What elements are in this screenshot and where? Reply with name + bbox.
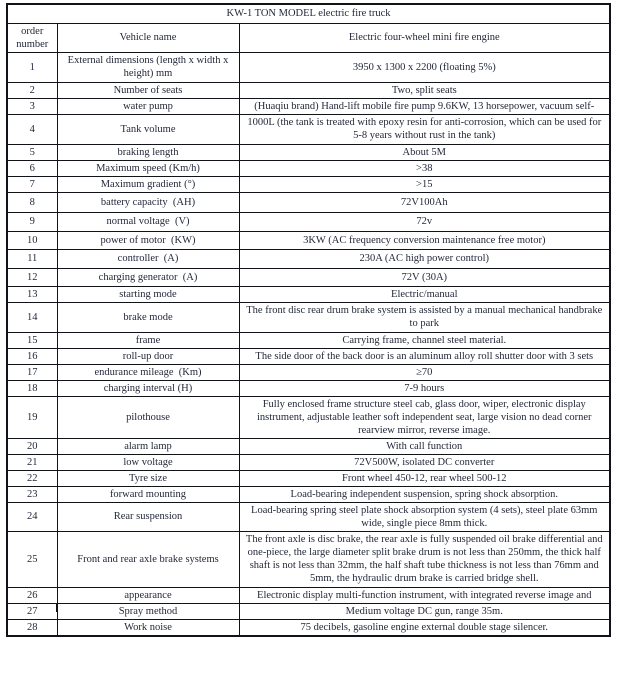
spec-value-cell: Front wheel 450-12, rear wheel 500-12 xyxy=(239,470,610,486)
vehicle-name-cell: forward mounting xyxy=(57,486,239,502)
vehicle-name-cell: low voltage xyxy=(57,454,239,470)
spec-value-cell: 72V (30A) xyxy=(239,268,610,286)
vehicle-name-cell: normal voltage (V) xyxy=(57,212,239,231)
order-number-cell: 14 xyxy=(7,302,57,332)
order-number-cell: 21 xyxy=(7,454,57,470)
vehicle-name-cell: Rear suspension xyxy=(57,502,239,531)
spec-value-cell: 72V100Ah xyxy=(239,192,610,212)
spec-value-cell: 3KW (AC frequency conversion maintenance free motor) xyxy=(239,231,610,249)
spec-value-cell: 7-9 hours xyxy=(239,380,610,396)
spec-value-cell: 230A (AC high power control) xyxy=(239,249,610,268)
order-number-cell: 11 xyxy=(7,249,57,268)
vehicle-name-cell: External dimensions (length x width x height) mm xyxy=(57,52,239,82)
cutoff-row-divider-stub xyxy=(56,603,57,612)
spec-value-cell: About 5M xyxy=(239,144,610,160)
spec-value-cell: Load-bearing independent suspension, spring shock absorption. xyxy=(239,486,610,502)
vehicle-name-cell: Maximum speed (Km/h) xyxy=(57,160,239,176)
vehicle-name-cell: charging interval (H) xyxy=(57,380,239,396)
table-row xyxy=(7,249,610,268)
order-number-cell: 17 xyxy=(7,364,57,380)
vehicle-name-cell: Number of seats xyxy=(57,82,239,98)
order-number-cell: 23 xyxy=(7,486,57,502)
spec-value-cell: Two, split seats xyxy=(239,82,610,98)
table-row xyxy=(7,502,610,531)
table-row xyxy=(7,192,610,212)
order-number-cell: 3 xyxy=(7,98,57,114)
spec-value-cell: (Huaqiu brand) Hand-lift mobile fire pump 9.6KW, 13 horsepower, vacuum self- xyxy=(239,98,610,114)
vehicle-name-cell: roll-up door xyxy=(57,348,239,364)
vehicle-name-cell: battery capacity (AH) xyxy=(57,192,239,212)
vehicle-name-cell: Work noise xyxy=(57,619,239,636)
vehicle-name-cell: alarm lamp xyxy=(57,438,239,454)
spec-value-cell: Load-bearing spring steel plate shock absorption system (4 sets), steel plate 63mm wide, single piece 8mm thick. xyxy=(239,502,610,531)
spec-value-cell: 72V500W, isolated DC converter xyxy=(239,454,610,470)
spec-value-cell: 75 decibels, gasoline engine external double stage silencer. xyxy=(239,619,610,636)
table-row xyxy=(7,176,610,192)
order-number-cell: 20 xyxy=(7,438,57,454)
order-number-cell: 4 xyxy=(7,114,57,144)
order-number-cell: 26 xyxy=(7,587,57,603)
table-row xyxy=(7,364,610,380)
spec-value-cell: Electric/manual xyxy=(239,286,610,302)
spec-value-cell: ≥70 xyxy=(239,364,610,380)
vehicle-name-cell: Front and rear axle brake systems xyxy=(57,531,239,587)
order-number-cell: 6 xyxy=(7,160,57,176)
order-number-cell: 24 xyxy=(7,502,57,531)
table-row xyxy=(7,286,610,302)
order-number-cell: 13 xyxy=(7,286,57,302)
order-number-cell: 9 xyxy=(7,212,57,231)
table-row xyxy=(7,348,610,364)
order-number-cell: 1 xyxy=(7,52,57,82)
spec-value-cell: 72v xyxy=(239,212,610,231)
vehicle-name-cell: water pump xyxy=(57,98,239,114)
table-row xyxy=(7,144,610,160)
spec-table xyxy=(6,3,611,637)
table-row xyxy=(7,82,610,98)
table-row xyxy=(7,470,610,486)
vehicle-name-cell: endurance mileage (Km) xyxy=(57,364,239,380)
table-header-row xyxy=(7,23,610,52)
table-row xyxy=(7,438,610,454)
order-number-cell: 19 xyxy=(7,396,57,438)
order-number-cell: 7 xyxy=(7,176,57,192)
order-number-cell: 18 xyxy=(7,380,57,396)
cutoff-row-left-border-stub xyxy=(6,603,8,612)
vehicle-name-cell: starting mode xyxy=(57,286,239,302)
table-row xyxy=(7,486,610,502)
vehicle-name-cell: brake mode xyxy=(57,302,239,332)
spec-value-cell: Fully enclosed frame structure steel cab, glass door, wiper, electronic display instrument, adjustable leather soft independent seat, large vision no dead corner rearview mirror, reverse image. xyxy=(239,396,610,438)
spec-value-cell: >38 xyxy=(239,160,610,176)
spec-value-cell: The front axle is disc brake, the rear axle is fully suspended oil brake differential and one-piece, the large diameter split brake drum is not less than 250mm, the thick half shaft is not less than 32mm, the half shaft tube thickness is not less than 76mm and 5mm, the hydraulic drum brake is carried bridge shell. xyxy=(239,531,610,587)
spec-value-cell: >15 xyxy=(239,176,610,192)
vehicle-name-cell: Tank volume xyxy=(57,114,239,144)
order-number-cell: 2 xyxy=(7,82,57,98)
spec-value-cell: The front disc rear drum brake system is assisted by a manual mechanical handbrake to park xyxy=(239,302,610,332)
order-number-cell: 10 xyxy=(7,231,57,249)
table-row xyxy=(7,231,610,249)
order-number-cell: 12 xyxy=(7,268,57,286)
table-row xyxy=(7,531,610,587)
spec-value-cell: Electronic display multi-function instrument, with integrated reverse image and xyxy=(239,587,610,603)
order-number-cell: 5 xyxy=(7,144,57,160)
table-row xyxy=(7,587,610,603)
order-number-cell: 8 xyxy=(7,192,57,212)
table-title: KW-1 TON MODEL electric fire truck xyxy=(7,4,610,23)
spec-value-cell: Medium voltage DC gun, range 35m. xyxy=(239,603,610,619)
table-row xyxy=(7,52,610,82)
table-row xyxy=(7,380,610,396)
spec-value-cell: 1000L (the tank is treated with epoxy resin for anti-corrosion, which can be used for 5-8 years without rust in the tank) xyxy=(239,114,610,144)
table-row xyxy=(7,396,610,438)
header-order-number: order number xyxy=(7,23,57,52)
table-row xyxy=(7,268,610,286)
vehicle-name-cell: Spray method xyxy=(57,603,239,619)
spec-value-cell: 3950 x 1300 x 2200 (floating 5%) xyxy=(239,52,610,82)
vehicle-name-cell: pilothouse xyxy=(57,396,239,438)
table-row xyxy=(7,603,610,619)
vehicle-name-cell: Tyre size xyxy=(57,470,239,486)
vehicle-name-cell: braking length xyxy=(57,144,239,160)
order-number-cell: 28 xyxy=(7,619,57,636)
order-number-cell: 27 xyxy=(7,603,57,619)
order-number-cell: 25 xyxy=(7,531,57,587)
vehicle-name-cell: appearance xyxy=(57,587,239,603)
vehicle-name-cell: power of motor (KW) xyxy=(57,231,239,249)
table-row xyxy=(7,454,610,470)
table-row xyxy=(7,212,610,231)
table-row xyxy=(7,302,610,332)
table-row xyxy=(7,332,610,348)
spec-value-cell: With call function xyxy=(239,438,610,454)
header-vehicle-name: Vehicle name xyxy=(57,23,239,52)
vehicle-name-cell: charging generator (A) xyxy=(57,268,239,286)
header-engine-type: Electric four-wheel mini fire engine xyxy=(239,23,610,52)
vehicle-name-cell: frame xyxy=(57,332,239,348)
spec-value-cell: The side door of the back door is an aluminum alloy roll shutter door with 3 sets xyxy=(239,348,610,364)
order-number-cell: 15 xyxy=(7,332,57,348)
order-number-cell: 22 xyxy=(7,470,57,486)
spec-value-cell: Carrying frame, channel steel material. xyxy=(239,332,610,348)
order-number-cell: 16 xyxy=(7,348,57,364)
table-title-row xyxy=(7,4,610,23)
vehicle-name-cell: Maximum gradient (°) xyxy=(57,176,239,192)
table-row xyxy=(7,160,610,176)
table-row xyxy=(7,98,610,114)
table-row xyxy=(7,114,610,144)
spec-table-body xyxy=(7,52,610,636)
vehicle-name-cell: controller (A) xyxy=(57,249,239,268)
table-row xyxy=(7,619,610,636)
